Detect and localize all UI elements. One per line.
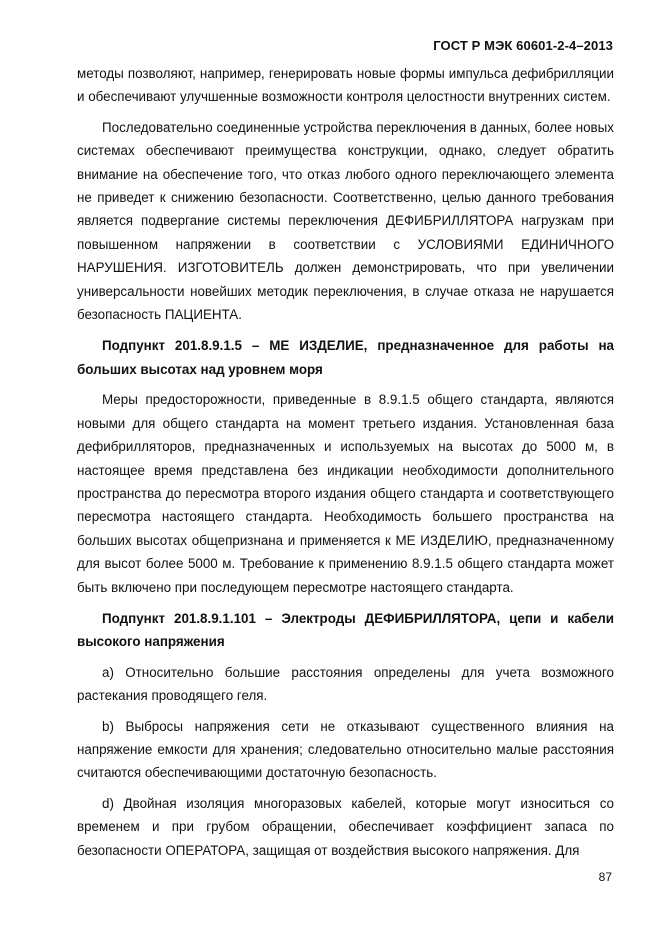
list-item-d: d) Двойная изоляция многоразовых кабелей, которые могут износиться со временем и при грубом обращении, обеспечивает коэффициент запаса по безопасности ОПЕРАТОРА, защищая от воздействия высокого напряжения. Для xyxy=(77,795,614,858)
list-item-a: a) Относительно большие расстояния определены для учета возможного растекания проводящего геля. xyxy=(77,664,614,704)
subclause-heading-201-8-9-1-101: Подпункт 201.8.9.1.101 – Электроды ДЕФИБРИЛЛЯТОРА, цепи и кабели высокого напряжения xyxy=(77,610,614,650)
paragraph-continuation: методы позволяют, например, генерировать новые формы импульса дефибрилляции и обеспечивают улучшенные возможности контроля целостности внутренних систем. xyxy=(77,66,614,105)
paragraph-altitude: Меры предосторожности, приведенные в 8.9.1.5 общего стандарта, являются новыми для общего стандарта на момент третьего издания. Установленная база дефибрилляторов, предназначенных и используемых на высотах до 5000 м, в настоящее время представлена без индикации необходимости дополнительного пространства до пересмотра второго издания общего стандарта и соответствующего пересмотра настоящего стандарта. Необходимость большего пространства на больших высотах общепризнана и применяется к МЕ ИЗДЕЛИЮ, предназначенному для высот более 5000 м. Требование к применению 8.9.1.5 общего стандарта может быть включено при последующем пересмотре настоящего стандарта. xyxy=(77,392,614,595)
body-text xyxy=(77,62,614,869)
subclause-heading-201-8-9-1-5: Подпункт 201.8.9.1.5 – МЕ ИЗДЕЛИЕ, предназначенное для работы на больших высотах над уровнем моря xyxy=(77,338,614,377)
list-item-b: b) Выбросы напряжения сети не отказывают существенного влияния на напряжение емкости для хранения; следовательно относительно малые расстояния считаются обеспечивающими достаточную безопасность. xyxy=(77,718,614,781)
page-number: 87 xyxy=(598,870,612,884)
document-code-header: ГОСТ Р МЭК 60601-2-4–2013 xyxy=(433,38,613,53)
paragraph-switching-devices: Последовательно соединенные устройства переключения в данных, более новых системах обеспечивают преимущества конструкции, однако, следует обратить внимание на обеспечение того, что отказ любого одного переключающего элемента не приведет к снижению безопасности. Соответственно, целью данного требования является подвергание системы переключения ДЕФИБРИЛЛЯТОРА нагрузкам при повышенном напряжении в соответствии с УСЛОВИЯМИ ЕДИНИЧНОГО НАРУШЕНИЯ. ИЗГОТОВИТЕЛЬ должен демонстрировать, что при увеличении универсальности новейших методик переключения, в случае отказа не нарушается безопасность ПАЦИЕНТА. xyxy=(77,119,614,323)
